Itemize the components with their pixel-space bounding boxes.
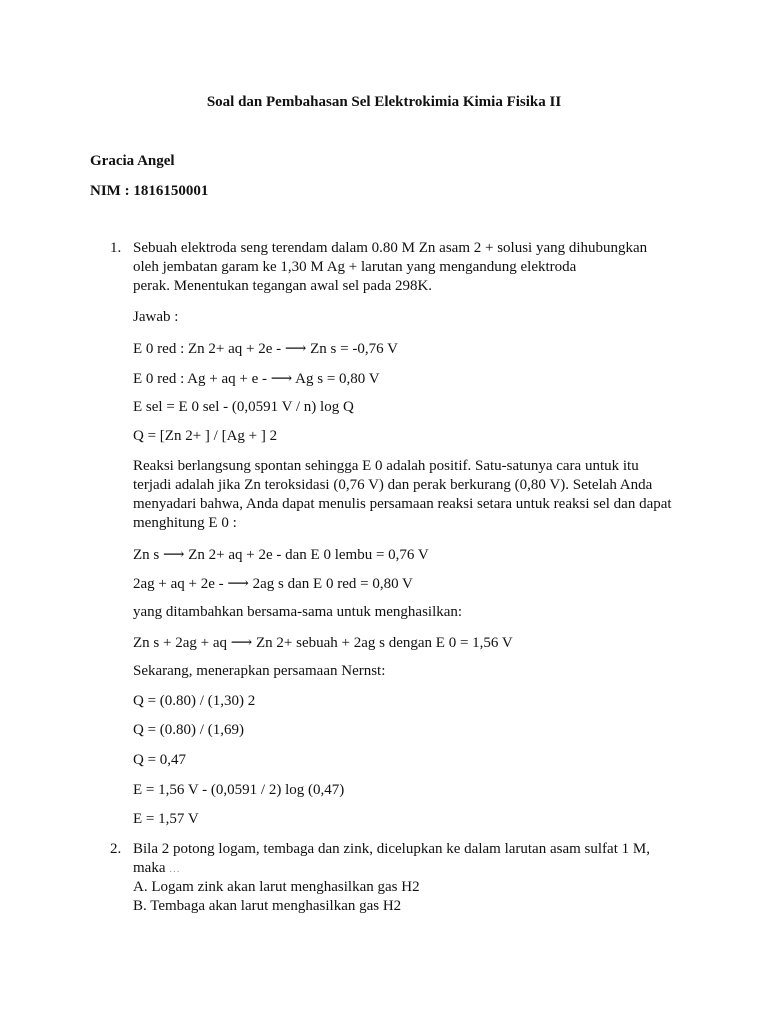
question-1-number: 1. bbox=[110, 240, 122, 256]
document-title: Soal dan Pembahasan Sel Elektrokimia Kimia Fisika II bbox=[206, 94, 562, 110]
question-2-text-line-1: Bila 2 potong logam, tembaga dan zink, dicelupkan ke dalam larutan asam sulfat 1 M, bbox=[133, 841, 650, 857]
reasoning-line-1: Reaksi berlangsung spontan sehingga E 0 adalah positif. Satu-satunya cara untuk itu bbox=[133, 458, 639, 474]
nernst-intro: Sekarang, menerapkan persamaan Nernst: bbox=[133, 663, 386, 679]
question-1-text-line-3: perak. Menentukan tegangan awal sel pada 298K. bbox=[133, 278, 433, 294]
student-id: NIM : 1816150001 bbox=[90, 183, 209, 199]
equation-nernst-general: E sel = E 0 sel - (0,0591 V / n) log Q bbox=[133, 399, 354, 415]
reasoning-line-4: menghitung E 0 : bbox=[133, 515, 237, 531]
equation-e-1: E = 1,56 V - (0,0591 / 2) log (0,47) bbox=[133, 782, 345, 798]
equation-overall: Zn s + 2ag + aq ⟶ Zn 2+ sebuah + 2ag s dengan E 0 = 1,56 V bbox=[133, 635, 513, 651]
question-2-text-line-2 bbox=[133, 860, 180, 877]
equation-q-2: Q = (0.80) / (1,69) bbox=[133, 722, 244, 738]
equation-q-1: Q = (0.80) / (1,30) 2 bbox=[133, 693, 256, 709]
question-2-number: 2. bbox=[110, 841, 122, 857]
question-2-maka: maka bbox=[133, 860, 166, 876]
reasoning-line-3: menyadari bahwa, Anda dapat menulis persamaan reaksi setara untuk reaksi sel dan dapat bbox=[133, 496, 672, 512]
question-1-text-line-1: Sebuah elektroda seng terendam dalam 0.80 M Zn asam 2 + solusi yang dihubungkan bbox=[133, 240, 648, 256]
equation-zn-reduction: E 0 red : Zn 2+ aq + 2e - ⟶ Zn s = -0,76 V bbox=[133, 341, 398, 357]
added-text: yang ditambahkan bersama-sama untuk menghasilkan: bbox=[133, 604, 463, 620]
equation-e-result: E = 1,57 V bbox=[133, 811, 199, 827]
equation-ag-reduction: E 0 red : Ag + aq + e - ⟶ Ag s = 0,80 V bbox=[133, 371, 380, 387]
equation-ag-reduction-2: 2ag + aq + 2e - ⟶ 2ag s dan E 0 red = 0,80 V bbox=[133, 576, 413, 592]
equation-q-expression: Q = [Zn 2+ ] / [Ag + ] 2 bbox=[133, 428, 278, 444]
equation-q-3: Q = 0,47 bbox=[133, 752, 187, 768]
author-name: Gracia Angel bbox=[90, 153, 175, 169]
option-a: A. Logam zink akan larut menghasilkan gas H2 bbox=[133, 879, 420, 895]
answer-label: Jawab : bbox=[133, 309, 179, 325]
ellipsis: ... bbox=[169, 863, 181, 875]
option-b: B. Tembaga akan larut menghasilkan gas H2 bbox=[133, 898, 402, 914]
reasoning-line-2: terjadi adalah jika Zn teroksidasi (0,76 V) dan perak berkurang (0,80 V). Setelah Anda bbox=[133, 477, 653, 493]
question-1-text-line-2: oleh jembatan garam ke 1,30 M Ag + larutan yang mengandung elektroda bbox=[133, 259, 577, 275]
equation-zn-oxidation: Zn s ⟶ Zn 2+ aq + 2e - dan E 0 lembu = 0,76 V bbox=[133, 547, 429, 563]
